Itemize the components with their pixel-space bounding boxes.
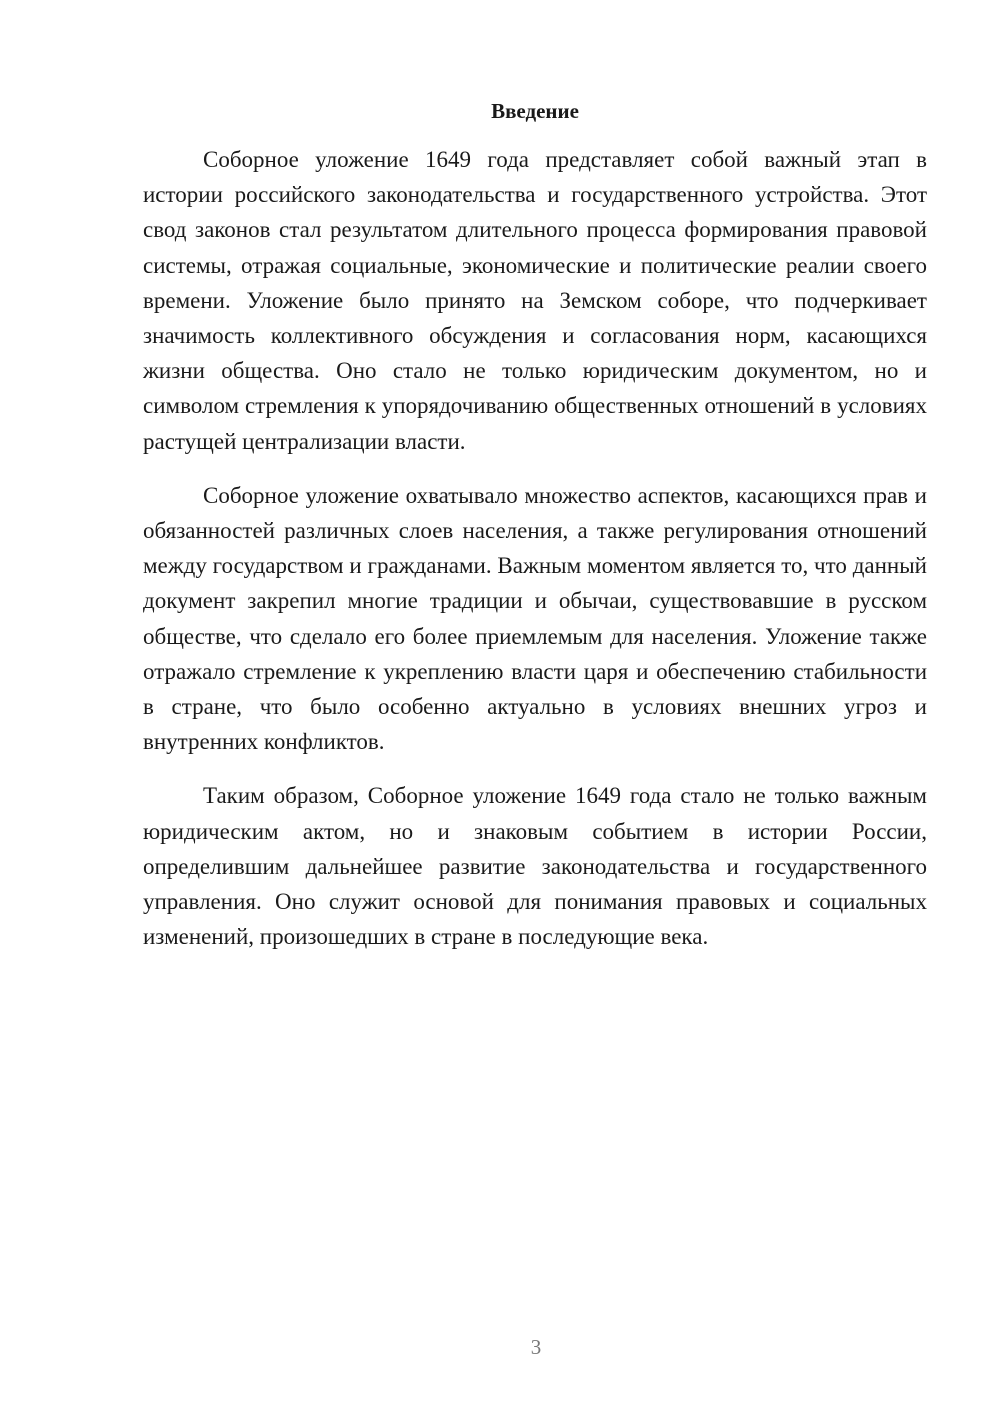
page-number: 3 [530, 1335, 542, 1359]
paragraph-1: Соборное уложение 1649 года представляет собой важный этап в истории российского законодательства и государственного устройства. Этот свод законов стал результатом длительного процесса формирования правовой системы, отражая социальные, экономические и политические реалии своего времени. Уложение было принято на Земском соборе, что подчеркивает значимость коллективного обсуждения и согласования норм, касающихся жизни общества. Оно стало не только юридическим документом, но и символом стремления к упорядочиванию общественных отношений в условиях растущей централизации власти. [143, 147, 927, 454]
body-text [143, 142, 927, 954]
paragraph-2: Соборное уложение охватывало множество аспектов, касающихся прав и обязанностей различных слоев населения, а также регулирования отношений между государством и гражданами. Важным моментом является то, что данный документ закрепил многие традиции и обычаи, существовавшие в русском обществе, что сделало его более приемлемым для населения. Уложение также отражало стремление к укреплению власти царя и обеспечению стабильности в стране, что было особенно актуально в условиях внешних угроз и внутренних конфликтов. [143, 482, 927, 755]
paragraph-3: Таким образом, Соборное уложение 1649 года стало не только важным юридическим актом, но и знаковым событием в истории России, определившим дальнейшее развитие законодательства и государственного управления. Оно служит основой для понимания правовых и социальных изменений, произошедших в стране в последующие века. [143, 783, 927, 950]
section-heading: Введение [491, 99, 579, 123]
